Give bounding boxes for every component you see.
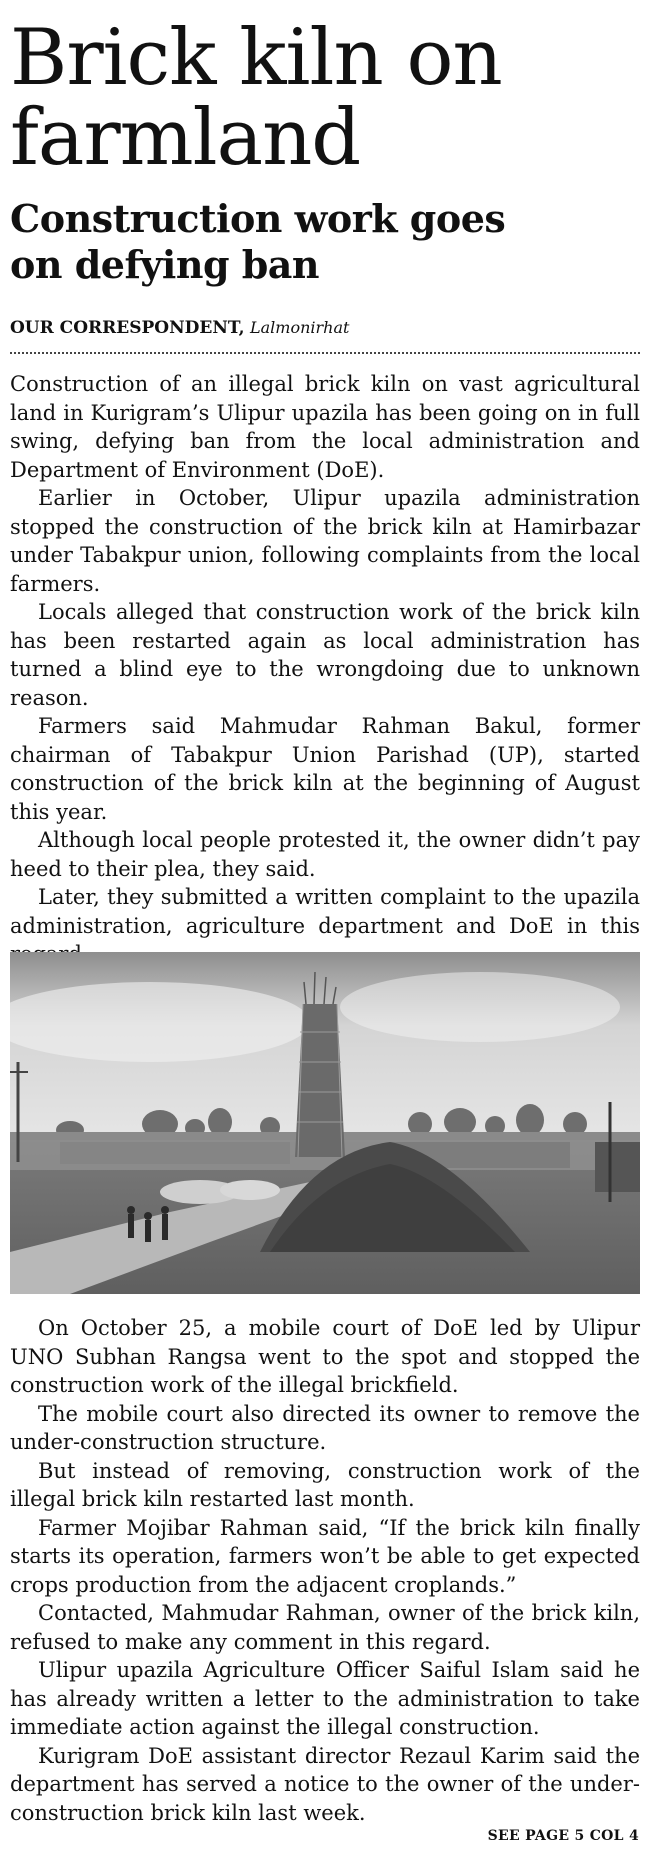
headline-line-2: farmland <box>10 93 361 183</box>
brick-kiln-photo <box>10 952 640 1294</box>
article-body-bottom <box>10 1314 640 1827</box>
byline-author: OUR CORRESPONDENT, <box>10 318 245 338</box>
subheadline-line-1: Construction work goes <box>10 196 506 241</box>
body-paragraph: Ulipur upazila Agriculture Officer Saiful Islam said he has already written a letter to the administration to take immediate action against the illegal construction. <box>10 1658 640 1739</box>
body-paragraph: Later, they submitted a written complaint to the upazila administration, agriculture department and DoE in this <box>10 885 640 938</box>
body-paragraph: Construction of an illegal brick kiln on vast agricultural land in Kurigram’s Ulipur upazila has been going on in full swing, defying ban from the local administration and Department of Environment (DoE). <box>10 372 640 482</box>
body-paragraph: On October 25, a mobile court of DoE led by Ulipur UNO Subhan Rangsa went to the spot and stopped the construction work of the illegal brickfield. <box>10 1316 640 1397</box>
body-paragraph: Kurigram DoE assistant director Rezaul Karim said the department has served a notice to the owner of the under-construction brick kiln last week. <box>10 1743 640 1825</box>
body-paragraph: Although local people protested it, the owner didn’t pay heed to their plea, they said. <box>10 828 640 881</box>
body-paragraph: Earlier in October, Ulipur upazila administration stopped the construction of the brick kiln at Hamirbazar under Tabakpur union, following complaints from the local farmers. <box>10 486 640 596</box>
body-paragraph: Farmers said Mahmudar Rahman Bakul, former chairman of Tabakpur Union Parishad (UP), started construction of the brick kiln at the beginning of August this year. <box>10 714 640 824</box>
byline-location: Lalmonirhat <box>250 318 350 337</box>
byline-divider <box>10 352 640 354</box>
subheadline-line-2: on defying ban <box>10 242 320 287</box>
subheadline <box>10 196 640 288</box>
body-paragraph: Locals alleged that construction work of the brick kiln has been restarted again as local administration has turned a blind eye to the wrongdoing due to unknown reason. <box>10 600 640 710</box>
body-paragraph: Contacted, Mahmudar Rahman, owner of the brick kiln, refused to make any comment in this regard. <box>10 1601 640 1654</box>
body-paragraph: Farmer Mojibar Rahman said, “If the brick kiln finally starts its operation, farmers won’t be able to get expected crops production from the adjacent croplands.” <box>10 1515 640 1597</box>
body-paragraph: The mobile court also directed its owner to remove the under-construction structure. <box>10 1401 640 1454</box>
headline <box>10 13 640 183</box>
headline-line-1: Brick kiln on <box>10 13 502 103</box>
byline <box>10 317 640 339</box>
article-body-top <box>10 370 640 969</box>
body-paragraph: But instead of removing, construction work of the illegal brick kiln restarted last month. <box>10 1458 640 1511</box>
continuation-link[interactable]: SEE PAGE 5 COL 4 <box>487 1828 639 1844</box>
